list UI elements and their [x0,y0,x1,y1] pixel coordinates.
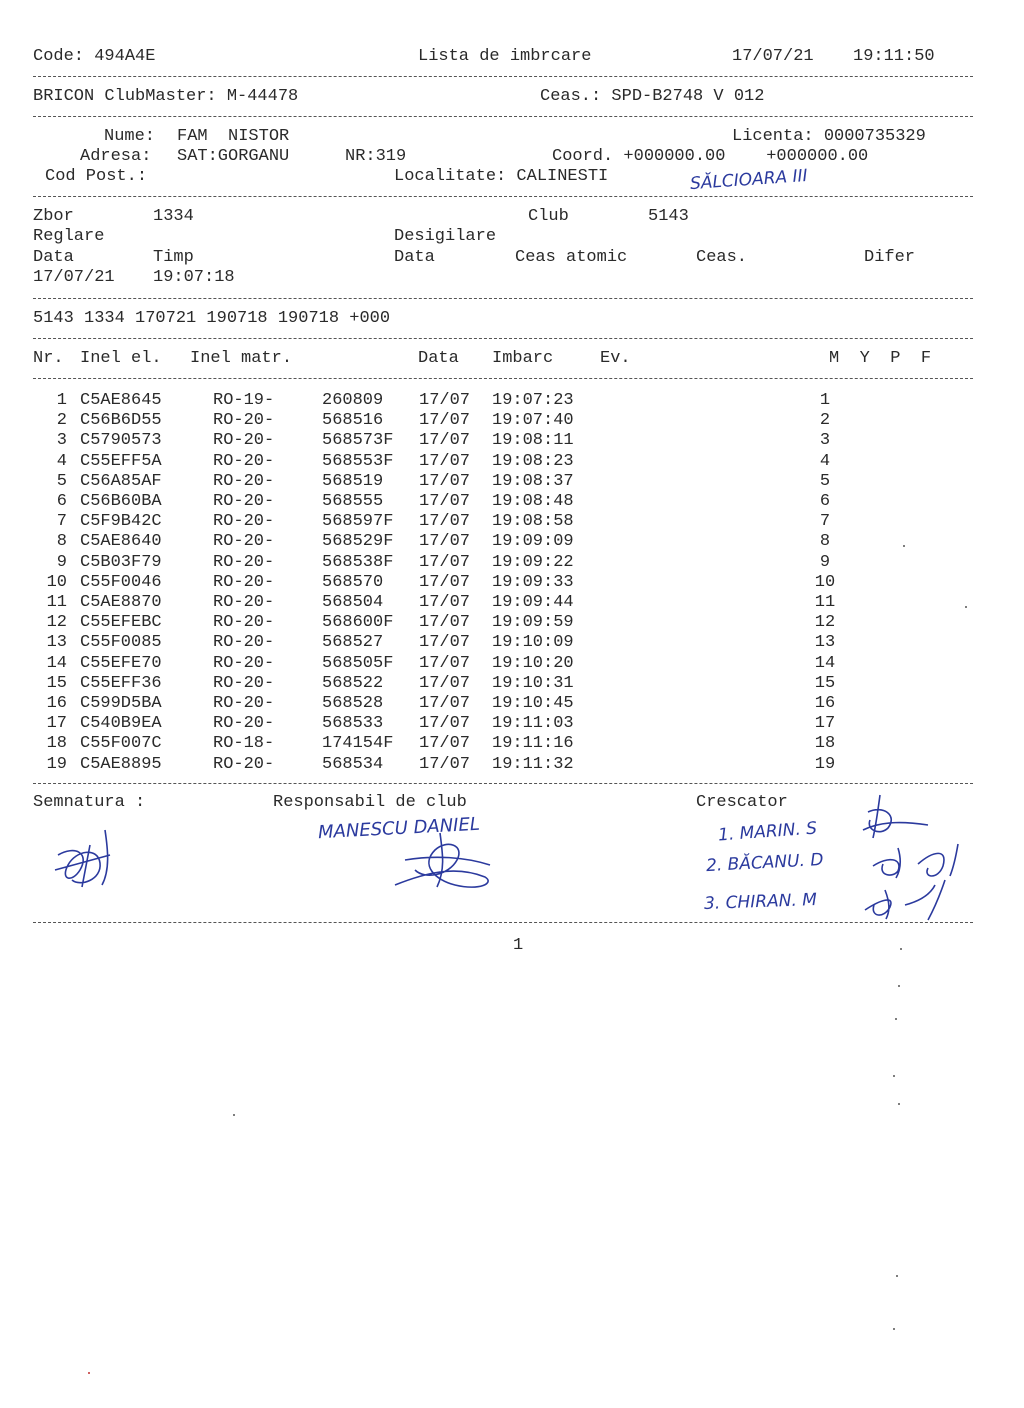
row-inel-el: C56B6D55 [80,411,162,431]
zbor-value: 1334 [153,207,194,226]
row-time: 19:11:16 [492,734,574,754]
row-inel-el: C55EFF36 [80,673,162,693]
row-ring-number: 568519 [322,471,384,491]
row-inel-el: C55EFEBC [80,613,162,633]
row-inel-el: C5AE8645 [80,391,162,410]
row-ring-number: 568597F [322,512,394,532]
divider [33,76,973,77]
row-nr: 8 [56,532,67,552]
row-nr: 4 [56,451,67,471]
row-m: 4 [819,451,831,471]
row-date: 17/07 [419,633,471,653]
semnatura-label: Semnatura : [33,793,146,812]
row-ring-prefix: RO-20- [213,714,275,734]
row-nr: 17 [46,714,67,734]
row-date: 17/07 [419,673,471,693]
row-ring-number: 568573F [322,431,394,451]
row-ring-prefix: RO-20- [213,451,275,471]
crescator-2: 2. BĂCANU. D [705,849,824,877]
row-date: 17/07 [419,714,471,734]
row-ring-number: 568600F [322,613,394,633]
adresa-label: Adresa: [80,147,152,166]
row-ring-prefix: RO-20- [213,471,275,491]
row-nr: 13 [46,633,67,653]
row-m: 1 [819,391,831,410]
divider [33,922,973,923]
signature-crescator-3 [860,875,960,925]
row-time: 19:09:44 [492,593,574,612]
summary-line: 5143 1334 170721 190718 190718 +000 [33,309,391,328]
row-time: 19:09:59 [492,613,574,633]
row-date: 17/07 [419,754,471,774]
row-inel-el: C56A85AF [80,471,162,491]
row-time: 19:10:09 [492,633,574,653]
adresa-value: SAT:GORGANU [177,147,290,166]
ceas-label: Ceas.: SPD-B2748 V 012 [540,87,765,106]
page-number: 1 [513,936,524,955]
divider [33,338,973,339]
reglare-time: 19:07:18 [153,268,235,287]
row-ring-number: 568570 [322,572,384,592]
row-nr: 7 [56,512,67,532]
row-ring-prefix: RO-20- [213,673,275,693]
row-ring-number: 568528 [322,694,384,713]
row-nr: 14 [46,653,67,673]
row-inel-el: C55F0046 [80,572,162,592]
row-date: 17/07 [419,572,471,592]
row-ring-number: 174154F [322,734,394,754]
col-nr: Nr. [33,349,64,368]
row-nr: 16 [46,694,67,713]
row-date: 17/07 [419,471,471,491]
nume-label: Nume: [104,127,156,146]
col-mypf: M Y P F [829,349,932,368]
row-ring-prefix: RO-20- [213,613,275,633]
desigilare-label: Desigilare [394,227,497,246]
header-time: 19:11:50 [853,47,935,66]
row-time: 19:07:23 [492,391,574,410]
row-time: 19:11:03 [492,714,574,734]
col-ev: Ev. [600,349,631,368]
row-m: 16 [814,694,836,713]
row-inel-el: C56B60BA [80,492,162,511]
row-time: 19:09:09 [492,532,574,552]
row-nr: 2 [56,411,67,431]
row-date: 17/07 [419,451,471,471]
row-m: 19 [814,754,836,774]
code-label: Code: 494A4E [33,47,156,66]
owner-name: FAM NISTOR [177,127,290,146]
row-date: 17/07 [419,613,471,633]
licenta-value: Licenta: 0000735329 [732,127,926,146]
row-time: 19:08:11 [492,431,574,451]
divider [33,298,973,299]
divider [33,783,973,784]
row-time: 19:10:20 [492,653,574,673]
row-inel-el: C5AE8640 [80,532,162,552]
row-nr: 11 [46,593,67,612]
row-ring-prefix: RO-20- [213,633,275,653]
row-m: 11 [814,593,836,612]
row-m: 5 [819,471,831,491]
row-time: 19:09:33 [492,572,574,592]
crescator-1: 1. MARIN. S [717,818,818,846]
row-ring-number: 568505F [322,653,394,673]
row-m: 13 [814,633,836,653]
row-date: 17/07 [419,512,471,532]
crescator-3: 3. CHIRAN. M [703,890,818,914]
row-m: 3 [819,431,831,451]
page-title: Lista de imbrcare [418,47,592,66]
row-ring-number: 260809 [322,391,384,410]
row-time: 19:09:22 [492,552,574,572]
responsabil-name: MANESCU DANIEL [317,813,481,844]
divider [33,116,973,117]
row-ring-number: 568553F [322,451,394,471]
row-date: 17/07 [419,411,471,431]
row-time: 19:11:32 [492,754,574,774]
zbor-label: Zbor [33,207,74,226]
row-m: 17 [814,714,836,734]
row-nr: 6 [56,492,67,511]
row-date: 17/07 [419,431,471,451]
difer-label: Difer [864,248,916,267]
row-m: 14 [814,653,836,673]
reglare-label: Reglare [33,227,105,246]
row-time: 19:10:45 [492,694,574,713]
row-nr: 1 [56,391,67,410]
row-m: 15 [814,673,836,693]
localitate-value: Localitate: CALINESTI [394,167,609,186]
row-ring-number: 568522 [322,673,384,693]
row-inel-el: C540B9EA [80,714,162,734]
row-nr: 12 [46,613,67,633]
row-ring-number: 568516 [322,411,384,431]
row-date: 17/07 [419,734,471,754]
row-date: 17/07 [419,653,471,673]
row-m: 12 [814,613,836,633]
row-date: 17/07 [419,391,471,410]
row-ring-number: 568504 [322,593,384,612]
col-data: Data [418,349,459,368]
row-nr: 9 [56,552,67,572]
cod-post-label: Cod Post.: [45,167,148,186]
row-ring-number: 568538F [322,552,394,572]
row-ring-prefix: RO-20- [213,653,275,673]
row-m: 8 [819,532,831,552]
row-inel-el: C5AE8895 [80,754,162,774]
divider [33,378,973,379]
row-ring-prefix: RO-18- [213,734,275,754]
col-imbarc: Imbarc [492,349,554,368]
signature-left [50,825,130,895]
row-inel-el: C5F9B42C [80,512,162,532]
row-m: 6 [819,492,831,511]
row-ring-number: 568534 [322,754,384,774]
clubmaster-label: BRICON ClubMaster: M-44478 [33,87,299,106]
row-nr: 3 [56,431,67,451]
row-nr: 5 [56,471,67,491]
signature-responsabil [385,825,505,895]
row-ring-prefix: RO-20- [213,512,275,532]
row-m: 9 [819,552,831,572]
row-m: 18 [814,734,836,754]
row-time: 19:08:58 [492,512,574,532]
row-m: 10 [814,572,836,592]
reglare-date: 17/07/21 [33,268,115,287]
row-ring-number: 568527 [322,633,384,653]
row-nr: 18 [46,734,67,754]
row-ring-prefix: RO-19- [213,391,275,410]
row-ring-number: 568529F [322,532,394,552]
crescator-label: Crescator [696,793,788,812]
data2-label: Data [394,248,435,267]
row-ring-prefix: RO-20- [213,431,275,451]
club-value: 5143 [648,207,689,226]
row-time: 19:08:48 [492,492,574,511]
row-date: 17/07 [419,694,471,713]
row-inel-el: C5AE8870 [80,593,162,612]
col-inel-el: Inel el. [80,349,162,368]
nr-value: NR:319 [345,147,407,166]
row-date: 17/07 [419,532,471,552]
handwritten-locality: SĂLCIOARA III [689,165,809,195]
signature-crescator-1 [858,790,938,840]
row-inel-el: C55F0085 [80,633,162,653]
row-ring-prefix: RO-20- [213,492,275,511]
club-label: Club [528,207,569,226]
row-ring-number: 568533 [322,714,384,734]
row-time: 19:08:23 [492,451,574,471]
row-ring-prefix: RO-20- [213,552,275,572]
data-label: Data [33,248,74,267]
row-inel-el: C55EFE70 [80,653,162,673]
header-date: 17/07/21 [732,47,814,66]
row-ring-prefix: RO-20- [213,572,275,592]
row-nr: 10 [46,572,67,592]
row-ring-number: 568555 [322,492,384,511]
row-inel-el: C5B03F79 [80,552,162,572]
row-ring-prefix: RO-20- [213,411,275,431]
responsabil-label: Responsabil de club [273,793,467,812]
row-ring-prefix: RO-20- [213,754,275,774]
timp-label: Timp [153,248,194,267]
divider [33,196,973,197]
col-inel-matr: Inel matr. [190,349,293,368]
row-time: 19:07:40 [492,411,574,431]
row-date: 17/07 [419,593,471,612]
row-nr: 15 [46,673,67,693]
row-time: 19:08:37 [492,471,574,491]
row-date: 17/07 [419,492,471,511]
row-m: 7 [819,512,831,532]
row-date: 17/07 [419,552,471,572]
row-inel-el: C55EFF5A [80,451,162,471]
row-time: 19:10:31 [492,673,574,693]
ceas-label-2: Ceas. [696,248,748,267]
coord-value: Coord. +000000.00 +000000.00 [552,147,869,166]
row-ring-prefix: RO-20- [213,593,275,612]
row-ring-prefix: RO-20- [213,694,275,713]
row-inel-el: C599D5BA [80,694,162,713]
row-m: 2 [819,411,831,431]
row-ring-prefix: RO-20- [213,532,275,552]
ceas-atomic-label: Ceas atomic [515,248,628,267]
row-nr: 19 [46,754,67,774]
row-inel-el: C55F007C [80,734,162,754]
row-inel-el: C5790573 [80,431,162,451]
